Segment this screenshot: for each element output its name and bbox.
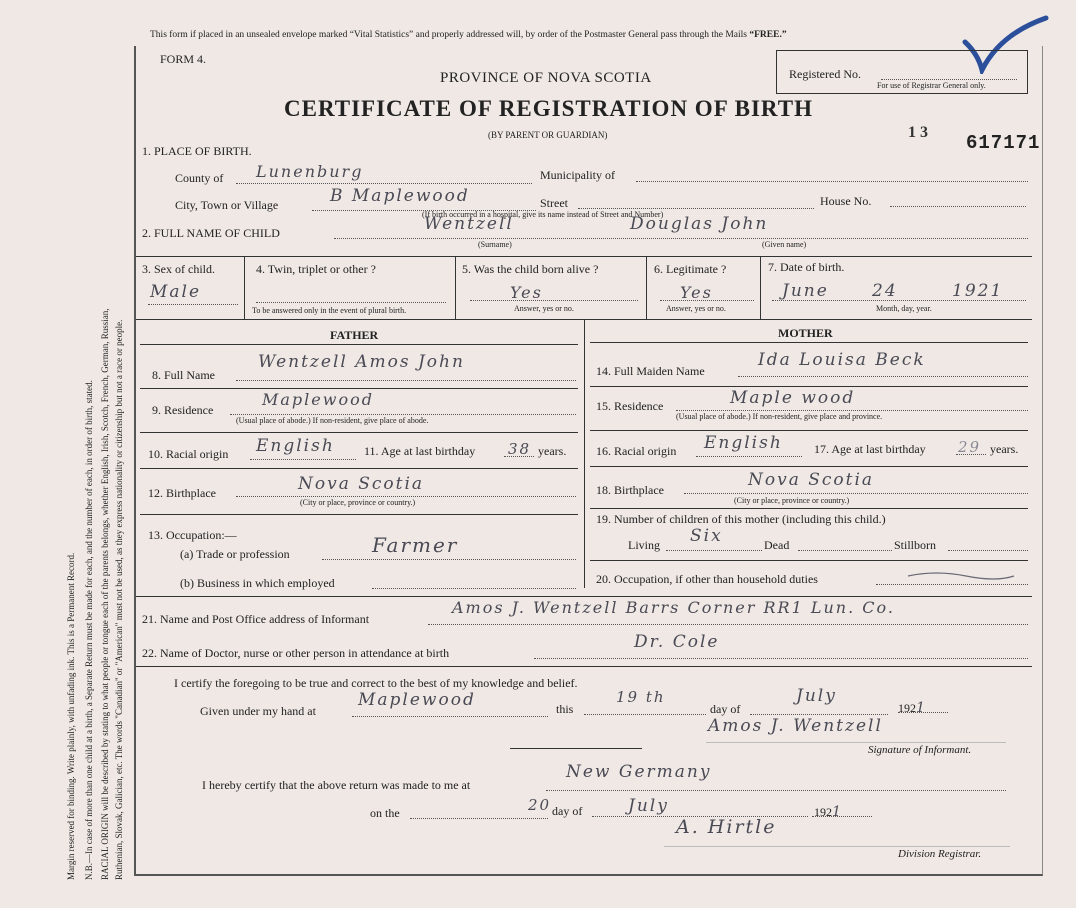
registrar-statement: I hereby certify that the above return was made to me at	[202, 778, 471, 792]
father-residence-label: 9. Residence	[152, 403, 214, 417]
father-name-value: Wentzell Amos John	[258, 352, 465, 372]
legitimate-value: Yes	[680, 283, 713, 302]
margin-note-4: Ruthenian, Slovak, Galician, etc. The words "Canadian" or "American" must not be used, as they express nationality or citizenship but not a race or people.	[114, 319, 124, 880]
certify-day-of-label: day of	[710, 702, 741, 716]
place-of-birth-heading: 1. PLACE OF BIRTH.	[142, 144, 252, 158]
certify-year-prefix: 192	[898, 701, 916, 715]
margin-note-2: N.B.—In case of more than one child at a birth, a Separate Return must be made for each, and the number of each, in order of birth, stated.	[84, 380, 94, 880]
serial-number: 617171	[966, 132, 1041, 154]
mother-age-label: 17. Age at last birthday	[814, 442, 926, 456]
alive-value: Yes	[510, 283, 543, 302]
legitimate-note: Answer, yes or no.	[666, 304, 726, 313]
mother-birthplace-value: Nova Scotia	[748, 470, 875, 490]
hospital-note: (If birth occurred in a hospital, give its name instead of Street and Number)	[422, 210, 664, 219]
mailing-notice	[150, 30, 787, 40]
margin-note-3: RACIAL ORIGIN will be described by stating to what people or tongue each of the parents belongs, whether English, Irish, Scotch, French, German, Russian,	[100, 308, 110, 880]
sex-value: Male	[150, 282, 202, 302]
father-birthplace-label: 12. Birthplace	[148, 486, 216, 500]
twin-label: 4. Twin, triplet or other ?	[256, 262, 376, 276]
free-label: “FREE.”	[749, 30, 787, 40]
birth-month-value: June	[782, 281, 829, 301]
province-heading: PROVINCE OF NOVA SCOTIA	[440, 70, 652, 86]
registrar-year-prefix: 192	[814, 805, 832, 819]
father-residence-note: (Usual place of abode.) If non-resident, give place of abode.	[236, 416, 429, 425]
city-value: B Maplewood	[330, 186, 470, 206]
certificate-subtitle: (BY PARENT OR GUARDIAN)	[488, 130, 608, 140]
surname-caption: (Surname)	[478, 240, 512, 249]
county-value: Lunenburg	[256, 162, 364, 181]
certify-place-value: Maplewood	[358, 690, 476, 710]
father-name-label: 8. Full Name	[152, 368, 215, 382]
father-occupation-label: 13. Occupation:—	[148, 528, 237, 542]
doctor-value: Dr. Cole	[634, 632, 720, 652]
informant-signature-caption: Signature of Informant.	[868, 744, 972, 756]
mother-birthplace-label: 18. Birthplace	[596, 483, 664, 497]
informant-value: Amos J. Wentzell Barrs Corner RR1 Lun. Co.	[452, 598, 895, 617]
margin-note-1: Margin reserved for binding. Write plainly, with unfading ink. This is a Permanent Record.	[66, 552, 76, 880]
stamp-mark: 1 3	[908, 124, 928, 141]
registrar-place-value: New Germany	[566, 762, 712, 782]
house-number-label: House No.	[820, 194, 872, 208]
registrar-day-of-label: day of	[552, 804, 583, 818]
certify-year-label	[898, 700, 927, 716]
registered-label: Registered No.	[789, 67, 861, 81]
registrar-year-value: 1	[832, 804, 843, 820]
county-label: County of	[175, 171, 224, 185]
certify-this-label: this	[556, 702, 574, 716]
business-label: (b) Business in which employed	[180, 576, 335, 590]
twin-note: To be answered only in the event of plural birth.	[252, 306, 407, 315]
children-count-label: 19. Number of children of this mother (including this child.)	[596, 512, 886, 526]
father-birthplace-value: Nova Scotia	[298, 474, 425, 494]
living-value: Six	[690, 526, 723, 546]
birth-year-value: 1921	[952, 281, 1004, 301]
father-racial-label: 10. Racial origin	[148, 447, 229, 461]
mother-age-years: years.	[990, 442, 1019, 456]
mother-name-label: 14. Full Maiden Name	[596, 364, 705, 378]
father-birthplace-note: (City or place, province or country.)	[300, 498, 416, 507]
certify-month-value: July	[796, 686, 837, 706]
date-note: Month, day, year.	[876, 304, 932, 313]
form-number: FORM 4.	[160, 52, 207, 66]
mailing-notice-text: This form if placed in an unsealed envelope marked “Vital Statistics” and properly addressed will, by order of the Postmaster General pass through the Mails	[150, 30, 747, 40]
father-age-value: 38	[508, 440, 532, 458]
mother-residence-value: Maple wood	[730, 388, 856, 408]
street-label: Street	[540, 196, 568, 210]
registrar-signature: A. Hirtle	[676, 816, 777, 838]
father-heading: FATHER	[330, 328, 379, 342]
mother-residence-note: (Usual place of abode.) If non-resident, give place and province.	[676, 412, 883, 421]
legitimate-label: 6. Legitimate ?	[654, 262, 727, 276]
mother-racial-label: 16. Racial origin	[596, 444, 677, 458]
mother-racial-value: English	[704, 433, 783, 453]
stillborn-label: Stillborn	[894, 538, 937, 552]
registered-box	[776, 50, 1028, 94]
trade-value: Farmer	[372, 533, 459, 557]
informant-signature: Amos J. Wentzell	[708, 716, 883, 736]
certify-year-value: 1	[916, 700, 927, 716]
registrar-year-label	[814, 804, 843, 820]
sex-label: 3. Sex of child.	[142, 262, 215, 276]
municipality-label: Municipality of	[540, 168, 615, 182]
certify-statement: I certify the foregoing to be true and correct to the best of my knowledge and belief.	[174, 676, 578, 690]
mother-occupation-label: 20. Occupation, if other than household duties	[596, 572, 818, 586]
child-name-label: 2. FULL NAME OF CHILD	[142, 226, 280, 240]
registered-note: For use of Registrar General only.	[877, 81, 986, 90]
registrar-day-value: 20	[528, 796, 552, 814]
registrar-on-the-label: on the	[370, 806, 400, 820]
alive-note: Answer, yes or no.	[514, 304, 574, 313]
certificate-title: CERTIFICATE OF REGISTRATION OF BIRTH	[284, 96, 813, 121]
registrar-month-value: July	[628, 796, 669, 816]
doctor-label: 22. Name of Doctor, nurse or other person in attendance at birth	[142, 646, 450, 660]
division-registrar-caption: Division Registrar.	[898, 848, 982, 860]
trade-label: (a) Trade or profession	[180, 547, 290, 561]
mother-name-value: Ida Louisa Beck	[758, 350, 926, 370]
given-under-hand-label: Given under my hand at	[200, 704, 316, 718]
certify-day-value: 19 th	[616, 688, 666, 706]
child-surname-value: Wentzell	[424, 214, 514, 234]
mother-occupation-mark	[906, 568, 1016, 582]
birth-day-value: 24	[872, 281, 898, 301]
mother-residence-label: 15. Residence	[596, 399, 664, 413]
city-label: City, Town or Village	[175, 198, 279, 212]
given-name-caption: (Given name)	[762, 240, 807, 249]
date-of-birth-label: 7. Date of birth.	[768, 260, 845, 274]
father-age-years: years.	[538, 444, 567, 458]
father-age-label: 11. Age at last birthday	[364, 444, 476, 458]
mother-birthplace-note: (City or place, province or country.)	[734, 496, 850, 505]
living-label: Living	[628, 538, 660, 552]
informant-label: 21. Name and Post Office address of Informant	[142, 612, 370, 626]
dead-label: Dead	[764, 538, 790, 552]
child-given-value: Douglas John	[630, 214, 769, 234]
father-residence-value: Maplewood	[262, 390, 374, 409]
alive-label: 5. Was the child born alive ?	[462, 262, 599, 276]
father-racial-value: English	[256, 436, 335, 456]
mother-heading: MOTHER	[778, 326, 833, 340]
mother-age-value: 29	[958, 438, 982, 456]
